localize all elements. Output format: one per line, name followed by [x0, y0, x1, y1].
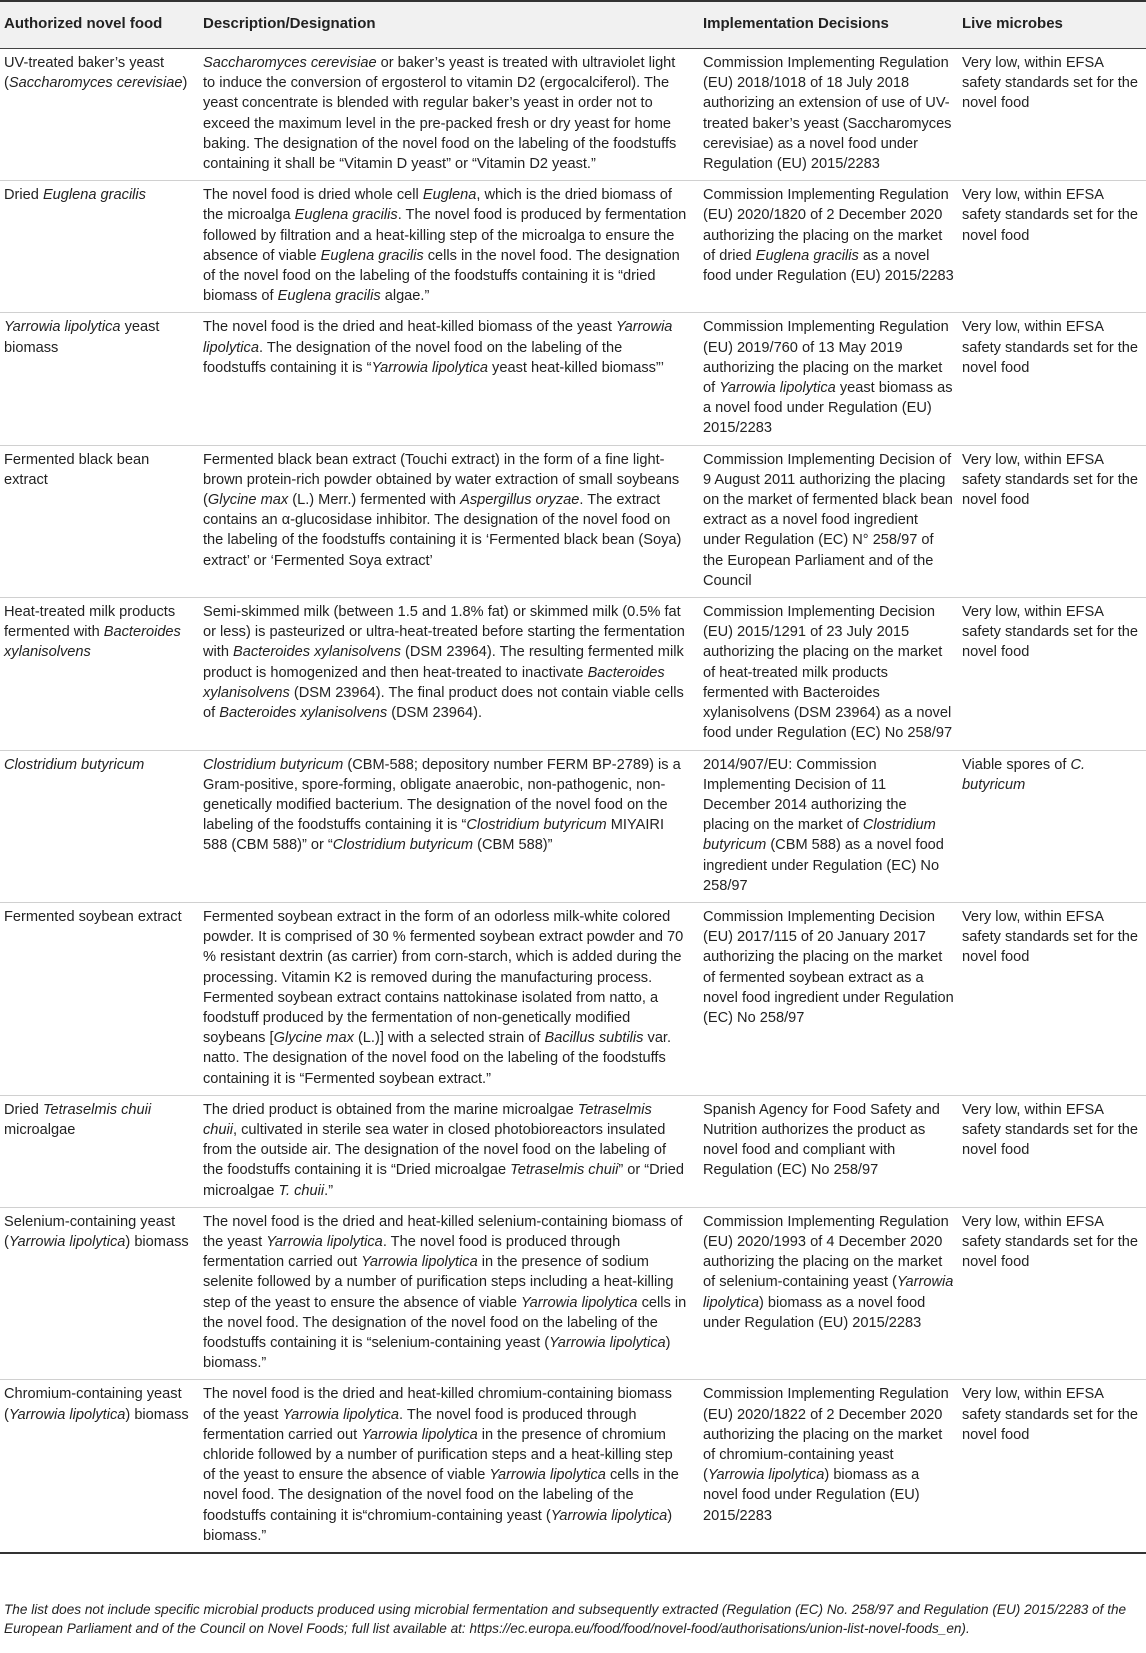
cell-description — [199, 1207, 699, 1380]
cell-implementation-decision — [699, 181, 958, 313]
cell-text: Fermented black bean extract — [4, 451, 150, 488]
cell-description — [199, 313, 699, 445]
cell-text: 2014/907/EU: Commission Implementing Decision of 11 December 2014 authorizing the placing on the market of — [703, 756, 907, 834]
cell-text: (CBM 588) as a novel food ingredient under Regulation (EC) No 258/97 — [703, 837, 944, 894]
taxon-name: Yarrowia lipolytica — [371, 359, 488, 376]
table-body — [0, 49, 1146, 1554]
cell-description — [199, 49, 699, 181]
cell-text: (DSM 23964). — [387, 705, 483, 722]
cell-text: (L.)] with a selected strain of — [353, 1030, 545, 1047]
taxon-name: Bacteroides xylanisolvens — [233, 644, 401, 661]
cell-implementation-decision — [699, 902, 958, 1095]
taxon-name: Yarrowia lipolytica — [719, 380, 836, 397]
taxon-name: Euglena gracilis — [277, 288, 381, 305]
cell-description — [199, 750, 699, 902]
cell-live-microbes — [958, 1095, 1146, 1207]
cell-implementation-decision — [699, 1380, 958, 1553]
cell-text: The novel food is dried whole cell — [203, 187, 423, 204]
cell-implementation-decision — [699, 750, 958, 902]
cell-live-microbes — [958, 1380, 1146, 1553]
cell-text: Very low, within EFSA safety standards set for the novel food — [962, 1386, 1139, 1443]
cell-text: cells in the novel food. The designation of the novel food on the labeling of the foodstuffs containing it is “dried biomass of — [203, 247, 680, 305]
cell-text: cells in the novel food. The designation of the novel food on the labeling of the foodstuffs containing it is “selenium-containing yeast ( — [203, 1294, 687, 1351]
table-row — [0, 1207, 1146, 1380]
cell-text: ) biomass.” — [203, 1334, 671, 1372]
cell-authorized-novel-food — [0, 49, 199, 181]
taxon-name: Euglena gracilis — [294, 207, 398, 224]
cell-text: in the presence of chromium chloride followed by a number of purification steps and a heat-killing step of the yeast to ensure the absence of viable — [203, 1426, 673, 1484]
cell-text: Very low, within EFSA safety standards set for the novel food — [962, 451, 1139, 509]
cell-description — [199, 181, 699, 313]
table-row — [0, 902, 1146, 1095]
taxon-name: Yarrowia lipolytica — [521, 1294, 638, 1311]
cell-text: Commission Implementing Regulation (EU) 2020/1820 of 2 December 2020 authorizing the placing on the market of dried — [703, 187, 949, 264]
cell-text: cells in the novel food. The designation of the novel food on the labeling of the foodstuffs containing it is“chromium-containing yeast ( — [203, 1467, 679, 1524]
taxon-name: Yarrowia lipolytica — [282, 1406, 400, 1423]
cell-authorized-novel-food — [0, 1095, 199, 1207]
taxon-name: Euglena gracilis — [755, 247, 859, 264]
table-row — [0, 313, 1146, 445]
cell-text: , which is the dried biomass of the microalga — [203, 187, 672, 224]
taxon-name: Yarrowia lipolytica — [8, 1406, 126, 1423]
header-implementation-decisions: Implementation Decisions — [699, 1, 958, 49]
cell-text: Very low, within EFSA safety standards set for the novel food — [962, 55, 1139, 112]
cell-text: . The designation of the novel food on the labeling of the foodstuffs containing it is “ — [203, 339, 623, 376]
taxon-name: Glycine max — [207, 492, 289, 509]
cell-text: Commission Implementing Regulation (EU) 2020/1993 of 4 December 2020 authorizing the placing on the market of selenium-containing yeast ( — [703, 1213, 949, 1291]
cell-text: Chromium-containing yeast ( — [4, 1386, 182, 1423]
cell-text: . The novel food is produced through fermentation carried out — [203, 1406, 637, 1443]
cell-text: Very low, within EFSA safety standards set for the novel food — [962, 1101, 1139, 1159]
table-row — [0, 1095, 1146, 1207]
cell-implementation-decision — [699, 598, 958, 750]
cell-text: . The novel food is produced by fermentation followed by filtration and a heat-killing step of the microalga to ensure the absence of viable — [203, 207, 687, 264]
cell-text: ) biomass — [125, 1233, 189, 1250]
cell-text: Semi-skimmed milk (between 1.5 and 1.8% fat) or skimmed milk (0.5% fat or less) is pasteurized or ultra-heat-treated before starting the fermentation with — [203, 604, 685, 661]
table-footnote: The list does not include specific microbial products produced using microbial fermentation and subsequently extracted (Regulation (EC) No. 258/97 and Regulation (EU) 2015/2283 of the European Parliament and of the Council on Novel Foods; full list available at: https://ec.europa.eu/food/food/novel-food/authorisations/union-list-novel-foods_en). — [4, 1602, 1127, 1636]
cell-implementation-decision — [699, 1095, 958, 1207]
cell-text: UV-treated baker’s yeast ( — [4, 55, 165, 92]
cell-text: .” — [324, 1182, 334, 1199]
cell-live-microbes — [958, 181, 1146, 313]
cell-text: in the presence of sodium selenite followed by a number of purification steps including a heat-killing step of the yeast to ensure the absence of viable — [203, 1254, 674, 1311]
header-live-microbes: Live microbes — [958, 1, 1146, 49]
cell-text: Heat-treated milk products fermented with — [4, 604, 176, 641]
cell-live-microbes — [958, 750, 1146, 902]
cell-text: ) biomass.” — [203, 1507, 673, 1544]
cell-text: ) — [182, 75, 188, 92]
cell-text: Very low, within EFSA safety standards set for the novel food — [962, 908, 1139, 966]
cell-live-microbes — [958, 1207, 1146, 1380]
taxon-name: Yarrowia lipolytica — [4, 319, 121, 336]
taxon-name: Yarrowia lipolytica — [707, 1467, 825, 1484]
cell-text: Dried — [4, 1101, 43, 1118]
cell-text: Spanish Agency for Food Safety and Nutrition authorizes the product as novel food and compliant with Regulation (EC) No 258/97 — [703, 1101, 940, 1179]
cell-text: Fermented soybean extract — [4, 908, 182, 925]
cell-text: algae.” — [380, 288, 430, 305]
cell-text: ) biomass as a novel food under Regulation (EU) 2015/2283 — [703, 1294, 926, 1331]
table-row — [0, 49, 1146, 181]
cell-text: yeast heat-killed biomass”’ — [488, 359, 665, 376]
cell-description — [199, 902, 699, 1095]
cell-text: Commission Implementing Decision of 9 August 2011 authorizing the placing on the market of fermented black bean extract as a novel food ingredient under Regulation (EC) N° 258/97 of the European Parliament and of the Council — [703, 451, 953, 589]
taxon-name: Yarrowia lipolytica — [361, 1254, 478, 1271]
cell-text: Very low, within EFSA safety standards set for the novel food — [962, 604, 1139, 661]
taxon-name: Yarrowia lipolytica — [550, 1507, 668, 1524]
cell-text: The novel food is the dried and heat-killed biomass of the yeast — [203, 319, 616, 336]
taxon-name: Tetraselmis chuii — [510, 1162, 619, 1179]
cell-text: ) biomass as a novel food under Regulation (EU) 2015/2283 — [703, 1467, 920, 1524]
taxon-name: T. chuii — [278, 1182, 325, 1199]
taxon-name: Clostridium butyricum — [466, 817, 607, 834]
cell-implementation-decision — [699, 313, 958, 445]
cell-text: yeast biomass — [4, 319, 160, 356]
taxon-name: Tetraselmis chuii — [203, 1101, 652, 1138]
cell-text: ) biomass — [125, 1406, 189, 1423]
cell-authorized-novel-food — [0, 750, 199, 902]
taxon-name: Glycine max — [273, 1030, 354, 1047]
taxon-name: Bacteroides xylanisolvens — [203, 664, 665, 701]
taxon-name: Bacteroides xylanisolvens — [219, 705, 388, 722]
cell-description — [199, 445, 699, 597]
table-header-row — [0, 1, 1146, 49]
cell-description — [199, 1095, 699, 1207]
cell-implementation-decision — [699, 1207, 958, 1380]
header-authorized-novel-food: Authorized novel food — [0, 1, 199, 49]
cell-text: Commission Implementing Decision (EU) 2017/115 of 20 January 2017 authorizing the placing on the market of fermented soybean extract as a novel food ingredient under Regulation (EC) No 258/97 — [703, 908, 954, 1026]
taxon-name: Yarrowia lipolytica — [203, 319, 673, 356]
table-row — [0, 750, 1146, 902]
cell-text: Fermented black bean extract (Touchi extract) in the form of a fine light-brown protein-rich powder obtained by water extraction of small soybeans ( — [203, 451, 680, 509]
cell-text: Very low, within EFSA safety standards set for the novel food — [962, 187, 1139, 244]
cell-live-microbes — [958, 313, 1146, 445]
taxon-name: Yarrowia lipolytica — [266, 1233, 383, 1250]
cell-text: microalgae — [4, 1121, 76, 1138]
taxon-name: C. butyricum — [962, 756, 1086, 793]
cell-authorized-novel-food — [0, 1380, 199, 1553]
cell-text: (L.) Merr.) fermented with — [288, 492, 461, 509]
cell-text: (DSM 23964). The final product does not contain viable cells of — [203, 684, 684, 722]
cell-live-microbes — [958, 49, 1146, 181]
cell-text: The novel food is the dried and heat-killed chromium-containing biomass of the yeast — [203, 1386, 672, 1423]
cell-text: yeast biomass as a novel food under Regulation (EU) 2015/2283 — [703, 380, 953, 437]
cell-text: as a novel food under Regulation (EU) 2015/2283 — [703, 247, 954, 285]
table-row — [0, 445, 1146, 597]
taxon-name: Yarrowia lipolytica — [549, 1334, 666, 1351]
table-row — [0, 598, 1146, 750]
taxon-name: Clostridium butyricum — [4, 756, 145, 773]
taxon-name: Euglena gracilis — [320, 247, 424, 264]
cell-live-microbes — [958, 902, 1146, 1095]
cell-text: Commission Implementing Regulation (EU) 2020/1822 of 2 December 2020 authorizing the placing on the market of chromium-containing yeast ( — [703, 1386, 949, 1484]
cell-text: Commission Implementing Regulation (EU) 2019/760 of 13 May 2019 authorizing the placing on the market of — [703, 319, 949, 397]
cell-text: (DSM 23964). The resulting fermented milk product is homogenized and then heat-treated to inactivate — [203, 644, 684, 681]
cell-text: , cultivated in sterile sea water in closed photobioreactors insulated from the outside air. The designation of the novel food on the labeling of the foodstuffs containing it is “Dried microalgae — [203, 1121, 666, 1179]
cell-implementation-decision — [699, 445, 958, 597]
cell-authorized-novel-food — [0, 445, 199, 597]
taxon-name: Yarrowia lipolytica — [703, 1274, 954, 1311]
cell-authorized-novel-food — [0, 598, 199, 750]
cell-live-microbes — [958, 445, 1146, 597]
cell-text: . The extract contains an α-glucosidase inhibitor. The designation of the novel food on the labeling of the foodstuffs containing it is ‘Fermented black bean (Soya) extract’ or ‘Fermented Soya extract’ — [203, 492, 682, 569]
cell-text: var. natto. The designation of the novel food on the labeling of the foodstuffs containing it is “Fermented soybean extract.” — [203, 1030, 672, 1087]
cell-description — [199, 598, 699, 750]
taxon-name: Saccharomyces cerevisiae — [8, 75, 183, 92]
cell-text: Very low, within EFSA safety standards set for the novel food — [962, 1213, 1139, 1271]
cell-authorized-novel-food — [0, 313, 199, 445]
cell-description — [199, 1380, 699, 1553]
cell-text: Selenium-containing yeast ( — [4, 1213, 176, 1250]
cell-text: Commission Implementing Decision (EU) 2015/1291 of 23 July 2015 authorizing the placing on the market of heat-treated milk products fermented with Bacteroides xylanisolvens (DSM 23964) as a novel food under Regulation (EC) No 258/97 — [703, 604, 953, 742]
cell-authorized-novel-food — [0, 902, 199, 1095]
taxon-name: Saccharomyces cerevisiae — [203, 55, 377, 71]
taxon-name: Clostridium butyricum — [332, 837, 474, 854]
taxon-name: Euglena gracilis — [42, 187, 146, 204]
cell-text: Viable spores of — [962, 756, 1071, 773]
cell-text: (CBM 588)” — [473, 837, 553, 854]
taxon-name: Clostridium butyricum — [203, 756, 344, 773]
taxon-name: Clostridium butyricum — [703, 817, 936, 854]
cell-text: Commission Implementing Regulation (EU) 2018/1018 of 18 July 2018 authorizing an extension of use of UV-treated baker’s yeast (Saccharomyces cerevisiae) as a novel food under Regulation (EU) 2015/2283 — [703, 55, 952, 173]
cell-text: The dried product is obtained from the marine microalgae — [203, 1101, 578, 1118]
cell-implementation-decision — [699, 49, 958, 181]
taxon-name: Yarrowia lipolytica — [361, 1426, 478, 1443]
table-row — [0, 181, 1146, 313]
cell-text: MIYAIRI 588 (CBM 588)” or “ — [203, 817, 665, 854]
header-description: Description/Designation — [199, 1, 699, 49]
taxon-name: Aspergillus oryzae — [460, 492, 580, 509]
taxon-name: Bacteroides xylanisolvens — [4, 624, 181, 661]
cell-text: or baker’s yeast is treated with ultraviolet light to induce the conversion of ergosterol to vitamin D2 (ergocalciferol). The yeast concentrate is blended with regular baker’s yeast in order not to exceed the maximum level in the pre-packed fresh or dry yeast for home baking. The designation of the novel food on the labeling of the foodstuffs containing it shall be “Vitamin D yeast” or “Vitamin D2 yeast.” — [203, 55, 677, 173]
cell-text: Very low, within EFSA safety standards set for the novel food — [962, 319, 1139, 376]
taxon-name: Bacillus subtilis — [544, 1030, 644, 1047]
taxon-name: Tetraselmis chuii — [42, 1101, 152, 1118]
cell-authorized-novel-food — [0, 1207, 199, 1380]
taxon-name: Yarrowia lipolytica — [489, 1467, 606, 1484]
table-row — [0, 1380, 1146, 1553]
cell-text: ” or “Dried microalgae — [203, 1162, 685, 1199]
taxon-name: Euglena — [422, 187, 477, 204]
cell-live-microbes — [958, 598, 1146, 750]
cell-authorized-novel-food — [0, 181, 199, 313]
cell-text: Fermented soybean extract in the form of an odorless milk-white colored powder. It is comprised of 30 % fermented soybean extract powder and 70 % resistant dextrin (as carrier) from corn-starch, which is added during the processing. Vitamin K2 is removed during the manufacturing process. Fermented soybean extract contains nattokinase isolated from natto, a foodstuff produced by the fermentation of non-genetically modified soybeans [ — [203, 908, 684, 1047]
cell-text: The novel food is the dried and heat-killed selenium-containing biomass of the yeast — [203, 1213, 683, 1250]
cell-text: . The novel food is produced through fermentation carried out — [203, 1233, 621, 1271]
taxon-name: Yarrowia lipolytica — [8, 1233, 126, 1250]
cell-text: (CBM-588; depository number FERM BP-2789) is a Gram-positive, spore-forming, obligate anaerobic, non-pathogenic, non-genetically modified bacterium. The designation of the novel food on the labeling of the foodstuffs containing it is “ — [203, 756, 681, 834]
cell-text: Dried — [4, 187, 43, 204]
